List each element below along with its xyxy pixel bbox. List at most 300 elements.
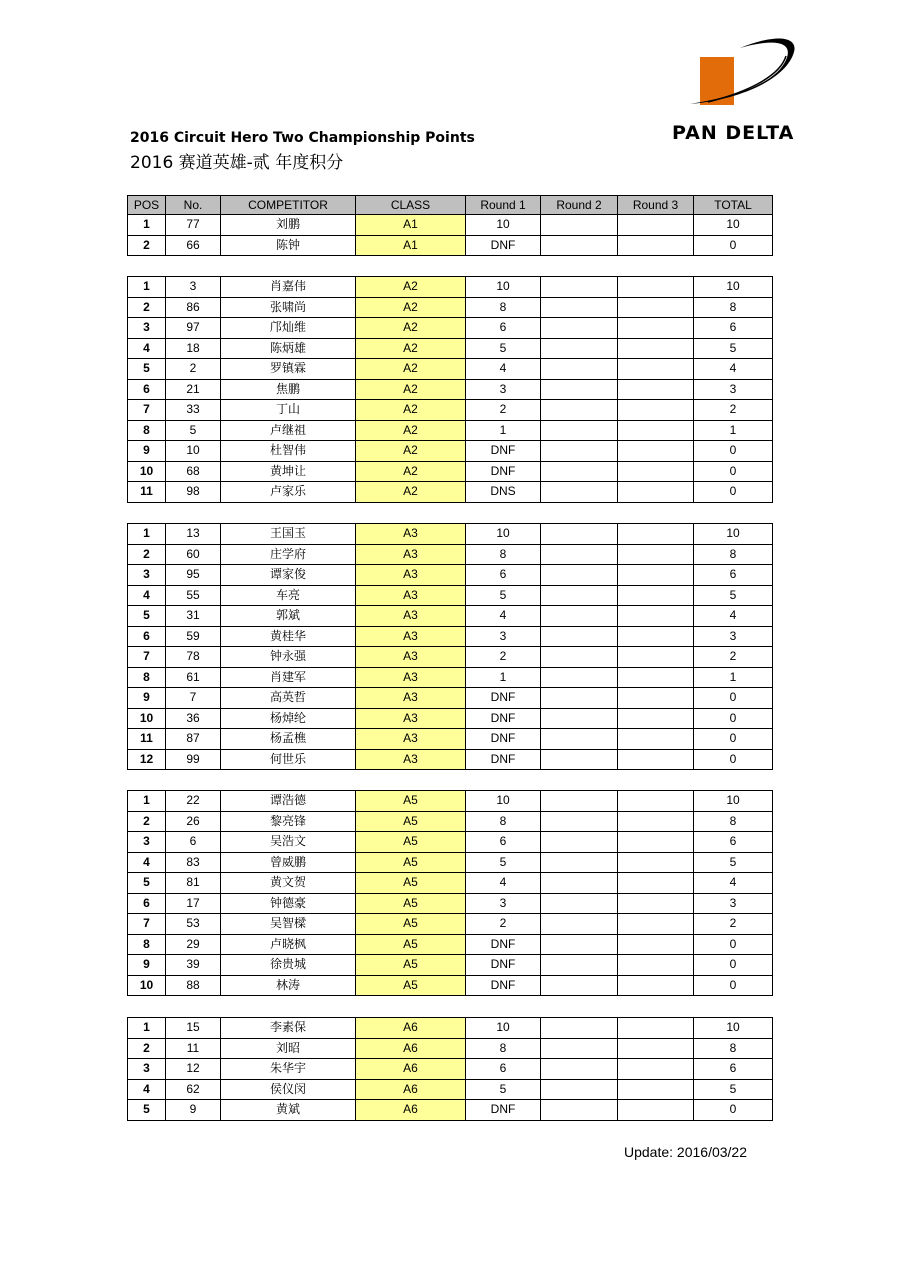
competitor-cell: 卢继祖 [221,420,356,441]
number-cell: 33 [166,400,221,421]
number-cell: 29 [166,934,221,955]
table-row [128,852,773,873]
number-cell: 3 [166,277,221,298]
class-cell: A2 [356,441,466,462]
round1-cell: 1 [466,667,541,688]
round1-cell: DNF [466,1100,541,1121]
round3-cell [618,667,694,688]
number-cell: 95 [166,565,221,586]
round3-cell [618,791,694,812]
total-cell: 5 [694,1079,773,1100]
pos-cell: 3 [128,832,166,853]
pos-cell: 7 [128,647,166,668]
total-cell: 8 [694,544,773,565]
round2-cell [541,1038,618,1059]
class-cell: A3 [356,688,466,709]
table-row [128,934,773,955]
header-cell: TOTAL [694,196,773,215]
pos-cell: 10 [128,461,166,482]
round2-cell [541,893,618,914]
number-cell: 22 [166,791,221,812]
round3-cell [618,585,694,606]
table-row [128,565,773,586]
competitor-cell: 焦鹏 [221,379,356,400]
class-cell: A1 [356,215,466,236]
table-row [128,914,773,935]
pos-cell: 7 [128,914,166,935]
pos-cell: 5 [128,606,166,627]
table-row [128,1059,773,1080]
total-cell: 10 [694,524,773,545]
competitor-cell: 张啸尚 [221,297,356,318]
round1-cell: DNF [466,955,541,976]
round2-cell [541,482,618,503]
round2-cell [541,420,618,441]
round1-cell: 2 [466,647,541,668]
total-cell: 0 [694,688,773,709]
logo-mark-icon [668,30,828,125]
number-cell: 2 [166,359,221,380]
table-row [128,749,773,770]
number-cell: 78 [166,647,221,668]
number-cell: 88 [166,975,221,996]
header-cell: CLASS [356,196,466,215]
number-cell: 53 [166,914,221,935]
class-cell: A5 [356,975,466,996]
table-row [128,585,773,606]
round2-cell [541,688,618,709]
class-cell: A2 [356,338,466,359]
round1-cell: 5 [466,852,541,873]
round3-cell [618,955,694,976]
round1-cell: 10 [466,524,541,545]
table-row [128,441,773,462]
table-row [128,791,773,812]
round1-cell: DNS [466,482,541,503]
round1-cell: 5 [466,338,541,359]
round3-cell [618,688,694,709]
logo-orange-block [700,57,734,105]
number-cell: 5 [166,420,221,441]
pos-cell: 6 [128,893,166,914]
number-cell: 97 [166,318,221,339]
total-cell: 6 [694,318,773,339]
number-cell: 77 [166,215,221,236]
pos-cell: 8 [128,420,166,441]
round2-cell [541,1018,618,1039]
pos-cell: 3 [128,565,166,586]
class-cell: A5 [356,955,466,976]
title-english: 2016 Circuit Hero Two Championship Points [130,130,475,146]
number-cell: 68 [166,461,221,482]
total-cell: 5 [694,852,773,873]
round1-cell: 10 [466,277,541,298]
table-row [128,318,773,339]
pos-cell: 11 [128,482,166,503]
round2-cell [541,544,618,565]
total-cell: 8 [694,297,773,318]
number-cell: 81 [166,873,221,894]
pos-cell: 5 [128,359,166,380]
table-row [128,482,773,503]
total-cell: 0 [694,708,773,729]
number-cell: 55 [166,585,221,606]
round1-cell: DNF [466,708,541,729]
number-cell: 6 [166,832,221,853]
table-row [128,379,773,400]
competitor-cell: 曾威鹏 [221,852,356,873]
class-table [127,195,773,256]
table-row [128,955,773,976]
competitor-cell: 杨孟樵 [221,729,356,750]
round2-cell [541,955,618,976]
competitor-cell: 黎亮锋 [221,811,356,832]
total-cell: 0 [694,461,773,482]
total-cell: 0 [694,934,773,955]
competitor-cell: 黄文贺 [221,873,356,894]
competitor-cell: 杜智伟 [221,441,356,462]
round2-cell [541,1079,618,1100]
total-cell: 2 [694,914,773,935]
round3-cell [618,544,694,565]
pos-cell: 5 [128,873,166,894]
class-cell: A2 [356,359,466,380]
class-cell: A2 [356,461,466,482]
round2-cell [541,667,618,688]
round3-cell [618,647,694,668]
competitor-cell: 钟德豪 [221,893,356,914]
pos-cell: 11 [128,729,166,750]
table-row [128,647,773,668]
round3-cell [618,1059,694,1080]
round2-cell [541,441,618,462]
number-cell: 18 [166,338,221,359]
round3-cell [618,852,694,873]
competitor-cell: 谭浩德 [221,791,356,812]
number-cell: 59 [166,626,221,647]
header-cell: No. [166,196,221,215]
competitor-cell: 黄斌 [221,1100,356,1121]
pos-cell: 4 [128,338,166,359]
number-cell: 36 [166,708,221,729]
class-table [127,523,773,770]
pos-cell: 1 [128,791,166,812]
total-cell: 6 [694,565,773,586]
round3-cell [618,297,694,318]
number-cell: 12 [166,1059,221,1080]
number-cell: 83 [166,852,221,873]
round3-cell [618,235,694,256]
competitor-cell: 吴浩文 [221,832,356,853]
round2-cell [541,811,618,832]
competitor-cell: 杨焯纶 [221,708,356,729]
round3-cell [618,626,694,647]
competitor-cell: 车亮 [221,585,356,606]
table-row [128,667,773,688]
round3-cell [618,441,694,462]
competitor-cell: 卢晓枫 [221,934,356,955]
round1-cell: 8 [466,297,541,318]
pos-cell: 4 [128,1079,166,1100]
pos-cell: 9 [128,441,166,462]
pos-cell: 8 [128,934,166,955]
class-cell: A2 [356,420,466,441]
round2-cell [541,873,618,894]
table-row [128,1100,773,1121]
class-cell: A3 [356,606,466,627]
competitor-cell: 罗镇霖 [221,359,356,380]
class-cell: A6 [356,1038,466,1059]
total-cell: 4 [694,606,773,627]
total-cell: 0 [694,235,773,256]
total-cell: 3 [694,893,773,914]
total-cell: 5 [694,585,773,606]
class-cell: A5 [356,811,466,832]
number-cell: 99 [166,749,221,770]
pos-cell: 6 [128,379,166,400]
round2-cell [541,934,618,955]
round2-cell [541,1100,618,1121]
total-cell: 10 [694,1018,773,1039]
table-row [128,688,773,709]
round1-cell: DNF [466,235,541,256]
class-cell: A5 [356,791,466,812]
round3-cell [618,482,694,503]
round1-cell: DNF [466,729,541,750]
round3-cell [618,1038,694,1059]
round2-cell [541,832,618,853]
class-cell: A2 [356,277,466,298]
total-cell: 2 [694,400,773,421]
class-cell: A2 [356,297,466,318]
total-cell: 3 [694,626,773,647]
pos-cell: 2 [128,811,166,832]
table-row [128,297,773,318]
round1-cell: 3 [466,626,541,647]
round1-cell: 1 [466,420,541,441]
round3-cell [618,749,694,770]
round1-cell: 3 [466,893,541,914]
class-table [127,276,773,503]
number-cell: 39 [166,955,221,976]
round2-cell [541,318,618,339]
round1-cell: 5 [466,1079,541,1100]
class-cell: A6 [356,1079,466,1100]
table-row [128,832,773,853]
pan-delta-logo [668,30,828,150]
class-cell: A3 [356,749,466,770]
competitor-cell: 刘鹏 [221,215,356,236]
header-cell: COMPETITOR [221,196,356,215]
table-row [128,626,773,647]
pos-cell: 10 [128,975,166,996]
competitor-cell: 黄桂华 [221,626,356,647]
class-cell: A5 [356,852,466,873]
round1-cell: 4 [466,873,541,894]
table-row [128,461,773,482]
pos-cell: 1 [128,215,166,236]
round2-cell [541,626,618,647]
competitor-cell: 陈钟 [221,235,356,256]
total-cell: 2 [694,647,773,668]
table-row [128,873,773,894]
round1-cell: DNF [466,934,541,955]
round3-cell [618,524,694,545]
table-row [128,811,773,832]
competitor-cell: 高英哲 [221,688,356,709]
update-date: Update: 2016/03/22 [624,1144,747,1160]
round3-cell [618,1018,694,1039]
class-cell: A3 [356,585,466,606]
round2-cell [541,647,618,668]
total-cell: 0 [694,441,773,462]
class-cell: A2 [356,379,466,400]
round1-cell: 4 [466,359,541,380]
round3-cell [618,420,694,441]
total-cell: 0 [694,975,773,996]
competitor-cell: 卢家乐 [221,482,356,503]
class-cell: A3 [356,667,466,688]
table-row [128,524,773,545]
round3-cell [618,461,694,482]
number-cell: 13 [166,524,221,545]
round3-cell [618,934,694,955]
class-cell: A2 [356,400,466,421]
round2-cell [541,461,618,482]
class-cell: A2 [356,318,466,339]
number-cell: 98 [166,482,221,503]
table-row [128,215,773,236]
round2-cell [541,277,618,298]
total-cell: 1 [694,667,773,688]
class-cell: A3 [356,524,466,545]
competitor-cell: 徐贵城 [221,955,356,976]
competitor-cell: 谭家俊 [221,565,356,586]
competitor-cell: 侯仪闵 [221,1079,356,1100]
round2-cell [541,379,618,400]
competitor-cell: 钟永强 [221,647,356,668]
class-cell: A5 [356,893,466,914]
number-cell: 31 [166,606,221,627]
total-cell: 8 [694,811,773,832]
competitor-cell: 王国玉 [221,524,356,545]
round1-cell: DNF [466,688,541,709]
round3-cell [618,1100,694,1121]
competitor-cell: 刘昭 [221,1038,356,1059]
round1-cell: 6 [466,1059,541,1080]
number-cell: 86 [166,297,221,318]
round3-cell [618,708,694,729]
class-cell: A5 [356,873,466,894]
number-cell: 62 [166,1079,221,1100]
number-cell: 66 [166,235,221,256]
class-table [127,790,773,996]
competitor-cell: 郭斌 [221,606,356,627]
round2-cell [541,1059,618,1080]
class-cell: A3 [356,647,466,668]
round2-cell [541,524,618,545]
competitor-cell: 丁山 [221,400,356,421]
round1-cell: 10 [466,791,541,812]
number-cell: 10 [166,441,221,462]
round1-cell: DNF [466,461,541,482]
table-row [128,708,773,729]
total-cell: 0 [694,729,773,750]
round3-cell [618,379,694,400]
round1-cell: 4 [466,606,541,627]
pos-cell: 6 [128,626,166,647]
class-cell: A3 [356,729,466,750]
round2-cell [541,400,618,421]
class-cell: A3 [356,708,466,729]
round1-cell: 8 [466,1038,541,1059]
class-cell: A6 [356,1018,466,1039]
class-cell: A6 [356,1059,466,1080]
round1-cell: 6 [466,318,541,339]
round1-cell: DNF [466,975,541,996]
pos-cell: 9 [128,688,166,709]
total-cell: 0 [694,1100,773,1121]
competitor-cell: 林涛 [221,975,356,996]
pos-cell: 1 [128,1018,166,1039]
table-row [128,400,773,421]
table-row [128,975,773,996]
round3-cell [618,318,694,339]
class-cell: A3 [356,565,466,586]
pos-cell: 2 [128,297,166,318]
round1-cell: 8 [466,544,541,565]
pos-cell: 7 [128,400,166,421]
table-row [128,235,773,256]
round2-cell [541,729,618,750]
round3-cell [618,565,694,586]
class-cell: A3 [356,544,466,565]
round2-cell [541,215,618,236]
round2-cell [541,297,618,318]
table-row [128,544,773,565]
number-cell: 60 [166,544,221,565]
round2-cell [541,585,618,606]
table-row [128,277,773,298]
total-cell: 0 [694,749,773,770]
competitor-cell: 何世乐 [221,749,356,770]
competitor-cell: 吴智樑 [221,914,356,935]
round1-cell: 6 [466,565,541,586]
pos-cell: 2 [128,235,166,256]
round3-cell [618,914,694,935]
round3-cell [618,873,694,894]
number-cell: 26 [166,811,221,832]
number-cell: 11 [166,1038,221,1059]
header-cell: Round 2 [541,196,618,215]
round2-cell [541,359,618,380]
class-table [127,1017,773,1121]
number-cell: 9 [166,1100,221,1121]
number-cell: 61 [166,667,221,688]
round1-cell: 10 [466,215,541,236]
pos-cell: 8 [128,667,166,688]
competitor-cell: 朱华宇 [221,1059,356,1080]
round2-cell [541,565,618,586]
round1-cell: 2 [466,914,541,935]
round1-cell: DNF [466,749,541,770]
total-cell: 0 [694,482,773,503]
table-row [128,893,773,914]
header-cell: Round 1 [466,196,541,215]
header-cell: Round 3 [618,196,694,215]
pos-cell: 2 [128,544,166,565]
round3-cell [618,338,694,359]
